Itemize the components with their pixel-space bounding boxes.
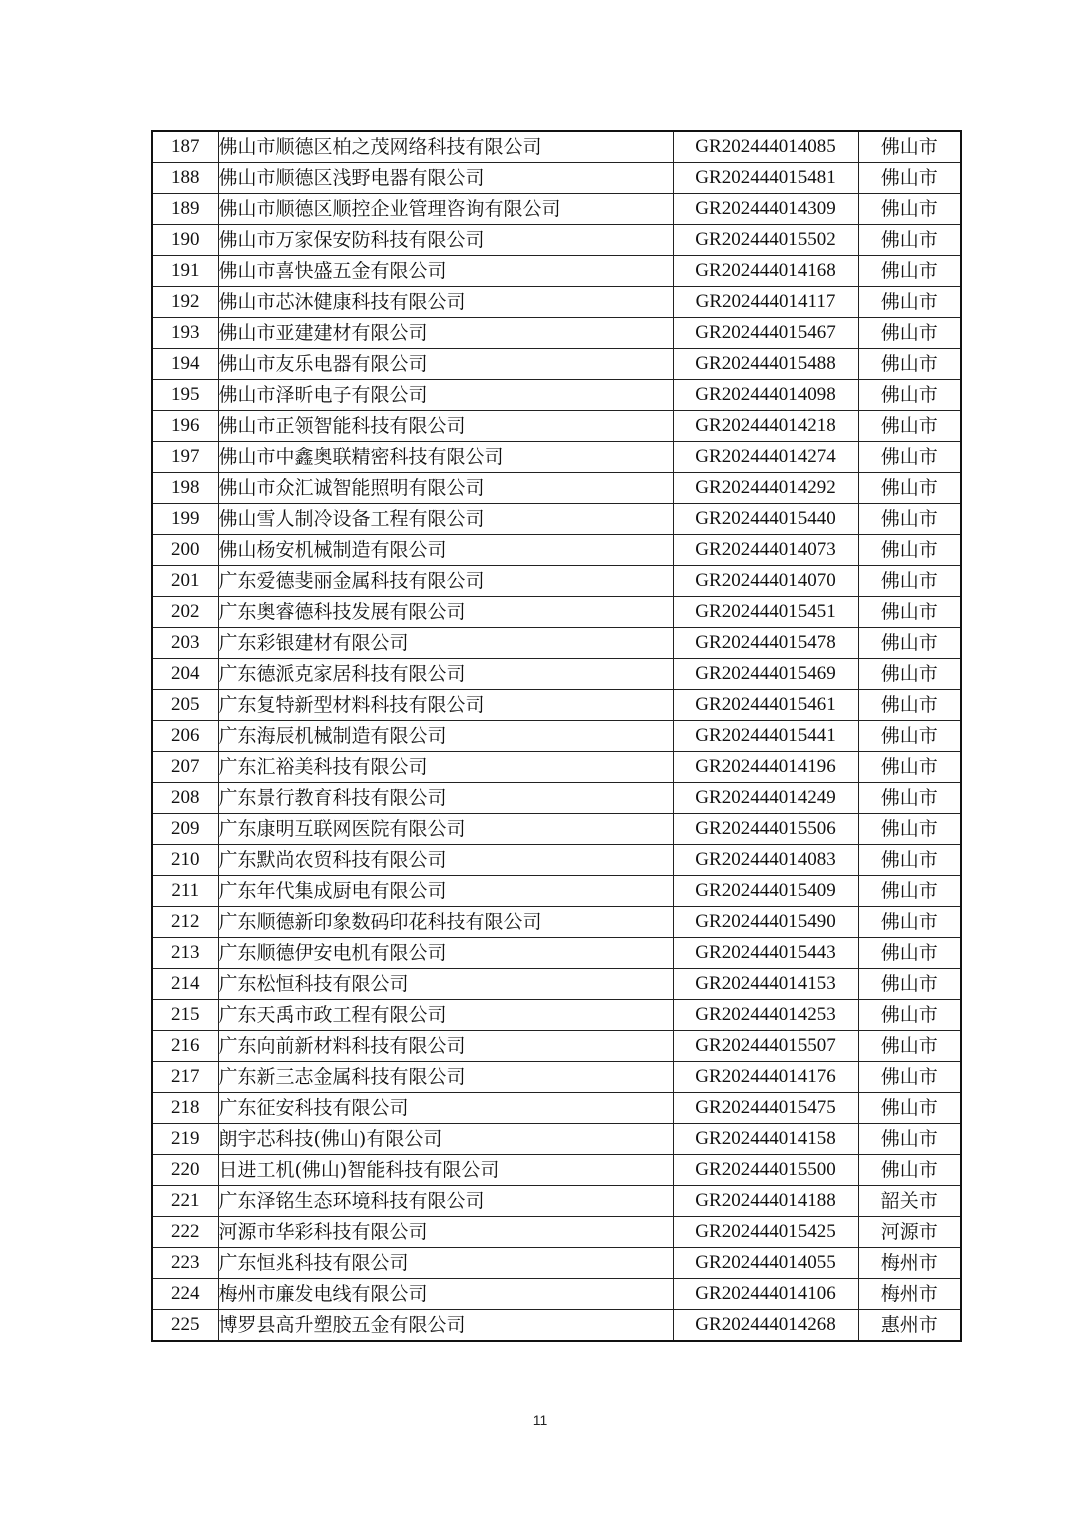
row-number-cell: 207: [152, 752, 218, 783]
table-row: [152, 721, 961, 752]
company-name-cell: 梅州市廉发电线有限公司: [218, 1279, 673, 1310]
certificate-number-cell: GR202444015469: [673, 659, 858, 690]
company-name-cell: 广东康明互联网医院有限公司: [218, 814, 673, 845]
company-name-cell: 佛山市顺德区顺控企业管理咨询有限公司: [218, 194, 673, 225]
city-cell: 佛山市: [858, 814, 961, 845]
company-name-cell: 广东征安科技有限公司: [218, 1093, 673, 1124]
company-name-cell: 佛山市芯沐健康科技有限公司: [218, 287, 673, 318]
row-number-cell: 209: [152, 814, 218, 845]
company-name-cell: 佛山市中鑫奥联精密科技有限公司: [218, 442, 673, 473]
city-cell: 佛山市: [858, 163, 961, 194]
city-cell: 佛山市: [858, 876, 961, 907]
company-name-cell: 广东新三志金属科技有限公司: [218, 1062, 673, 1093]
row-number-cell: 225: [152, 1310, 218, 1342]
row-number-cell: 200: [152, 535, 218, 566]
city-cell: 佛山市: [858, 969, 961, 1000]
certificate-number-cell: GR202444015481: [673, 163, 858, 194]
table-row: [152, 256, 961, 287]
certificate-number-cell: GR202444014292: [673, 473, 858, 504]
company-name-cell: 广东年代集成厨电有限公司: [218, 876, 673, 907]
table-row: [152, 1093, 961, 1124]
row-number-cell: 222: [152, 1217, 218, 1248]
company-name-cell: 广东爱德斐丽金属科技有限公司: [218, 566, 673, 597]
row-number-cell: 190: [152, 225, 218, 256]
company-name-cell: 朗宇芯科技(佛山)有限公司: [218, 1124, 673, 1155]
table-row: [152, 783, 961, 814]
table-row: [152, 845, 961, 876]
certificate-number-cell: GR202444014196: [673, 752, 858, 783]
company-name-cell: 广东顺德伊安电机有限公司: [218, 938, 673, 969]
certificate-number-cell: GR202444014106: [673, 1279, 858, 1310]
row-number-cell: 204: [152, 659, 218, 690]
city-cell: 佛山市: [858, 256, 961, 287]
company-name-cell: 广东天禹市政工程有限公司: [218, 1000, 673, 1031]
certificate-number-cell: GR202444014055: [673, 1248, 858, 1279]
company-name-cell: 广东景行教育科技有限公司: [218, 783, 673, 814]
company-name-cell: 广东海辰机械制造有限公司: [218, 721, 673, 752]
row-number-cell: 208: [152, 783, 218, 814]
city-cell: 佛山市: [858, 473, 961, 504]
row-number-cell: 192: [152, 287, 218, 318]
table-row: [152, 938, 961, 969]
certificate-number-cell: GR202444014070: [673, 566, 858, 597]
row-number-cell: 195: [152, 380, 218, 411]
company-name-cell: 佛山市泽昕电子有限公司: [218, 380, 673, 411]
certificate-number-cell: GR202444014085: [673, 131, 858, 163]
city-cell: 佛山市: [858, 1062, 961, 1093]
city-cell: 佛山市: [858, 1031, 961, 1062]
city-cell: 佛山市: [858, 1124, 961, 1155]
table-row: [152, 225, 961, 256]
company-name-cell: 广东德派克家居科技有限公司: [218, 659, 673, 690]
company-name-cell: 佛山市万家保安防科技有限公司: [218, 225, 673, 256]
certificate-number-cell: GR202444014309: [673, 194, 858, 225]
table-body: [152, 131, 961, 1341]
certificate-number-cell: GR202444015441: [673, 721, 858, 752]
table-row: [152, 535, 961, 566]
certificate-number-cell: GR202444015502: [673, 225, 858, 256]
city-cell: 佛山市: [858, 566, 961, 597]
row-number-cell: 210: [152, 845, 218, 876]
city-cell: 韶关市: [858, 1186, 961, 1217]
certificate-number-cell: GR202444014117: [673, 287, 858, 318]
table-row: [152, 659, 961, 690]
row-number-cell: 191: [152, 256, 218, 287]
table-row: [152, 1248, 961, 1279]
table-row: [152, 194, 961, 225]
table-row: [152, 1062, 961, 1093]
company-name-cell: 日进工机(佛山)智能科技有限公司: [218, 1155, 673, 1186]
city-cell: 佛山市: [858, 1000, 961, 1031]
table-row: [152, 287, 961, 318]
certificate-number-cell: GR202444015451: [673, 597, 858, 628]
table-row: [152, 1310, 961, 1342]
row-number-cell: 189: [152, 194, 218, 225]
row-number-cell: 206: [152, 721, 218, 752]
row-number-cell: 215: [152, 1000, 218, 1031]
company-name-cell: 佛山市亚建建材有限公司: [218, 318, 673, 349]
table-row: [152, 1186, 961, 1217]
certificate-number-cell: GR202444014158: [673, 1124, 858, 1155]
table-row: [152, 473, 961, 504]
row-number-cell: 220: [152, 1155, 218, 1186]
company-name-cell: 广东默尚农贸科技有限公司: [218, 845, 673, 876]
city-cell: 佛山市: [858, 225, 961, 256]
row-number-cell: 223: [152, 1248, 218, 1279]
table-row: [152, 318, 961, 349]
certificate-number-cell: GR202444014188: [673, 1186, 858, 1217]
company-name-cell: 佛山市众汇诚智能照明有限公司: [218, 473, 673, 504]
certificate-number-cell: GR202444014098: [673, 380, 858, 411]
city-cell: 梅州市: [858, 1279, 961, 1310]
city-cell: 佛山市: [858, 628, 961, 659]
certificate-number-cell: GR202444014218: [673, 411, 858, 442]
table-row: [152, 969, 961, 1000]
table-row: [152, 349, 961, 380]
row-number-cell: 213: [152, 938, 218, 969]
row-number-cell: 218: [152, 1093, 218, 1124]
row-number-cell: 201: [152, 566, 218, 597]
city-cell: 佛山市: [858, 690, 961, 721]
row-number-cell: 203: [152, 628, 218, 659]
table-row: [152, 380, 961, 411]
table-row: [152, 504, 961, 535]
company-name-cell: 广东彩银建材有限公司: [218, 628, 673, 659]
table-row: [152, 442, 961, 473]
city-cell: 佛山市: [858, 349, 961, 380]
row-number-cell: 217: [152, 1062, 218, 1093]
certificate-number-cell: GR202444015478: [673, 628, 858, 659]
table-row: [152, 628, 961, 659]
city-cell: 佛山市: [858, 504, 961, 535]
table-row: [152, 1279, 961, 1310]
company-name-cell: 佛山杨安机械制造有限公司: [218, 535, 673, 566]
row-number-cell: 187: [152, 131, 218, 163]
row-number-cell: 194: [152, 349, 218, 380]
city-cell: 佛山市: [858, 287, 961, 318]
company-name-cell: 佛山市喜快盛五金有限公司: [218, 256, 673, 287]
row-number-cell: 219: [152, 1124, 218, 1155]
city-cell: 佛山市: [858, 721, 961, 752]
certificate-number-cell: GR202444015461: [673, 690, 858, 721]
row-number-cell: 193: [152, 318, 218, 349]
company-name-cell: 广东汇裕美科技有限公司: [218, 752, 673, 783]
certificate-number-cell: GR202444015506: [673, 814, 858, 845]
city-cell: 佛山市: [858, 1155, 961, 1186]
certificate-number-cell: GR202444015500: [673, 1155, 858, 1186]
row-number-cell: 196: [152, 411, 218, 442]
company-name-cell: 佛山雪人制冷设备工程有限公司: [218, 504, 673, 535]
certificate-number-cell: GR202444014073: [673, 535, 858, 566]
table-row: [152, 131, 961, 163]
city-cell: 佛山市: [858, 659, 961, 690]
city-cell: 佛山市: [858, 380, 961, 411]
row-number-cell: 205: [152, 690, 218, 721]
row-number-cell: 198: [152, 473, 218, 504]
city-cell: 佛山市: [858, 1093, 961, 1124]
table-row: [152, 1031, 961, 1062]
company-name-cell: 博罗县高升塑胶五金有限公司: [218, 1310, 673, 1342]
table-row: [152, 411, 961, 442]
company-name-cell: 佛山市顺德区柏之茂网络科技有限公司: [218, 131, 673, 163]
company-name-cell: 佛山市正领智能科技有限公司: [218, 411, 673, 442]
certificate-number-cell: GR202444015507: [673, 1031, 858, 1062]
certificate-number-cell: GR202444015488: [673, 349, 858, 380]
city-cell: 佛山市: [858, 845, 961, 876]
table-row: [152, 752, 961, 783]
certificate-number-cell: GR202444014168: [673, 256, 858, 287]
certificate-number-cell: GR202444015425: [673, 1217, 858, 1248]
row-number-cell: 221: [152, 1186, 218, 1217]
table-row: [152, 566, 961, 597]
table-row: [152, 1124, 961, 1155]
company-name-cell: 广东松恒科技有限公司: [218, 969, 673, 1000]
row-number-cell: 214: [152, 969, 218, 1000]
enterprise-table: [151, 130, 962, 1342]
certificate-number-cell: GR202444014249: [673, 783, 858, 814]
company-name-cell: 广东泽铭生态环境科技有限公司: [218, 1186, 673, 1217]
certificate-number-cell: GR202444014253: [673, 1000, 858, 1031]
city-cell: 惠州市: [858, 1310, 961, 1342]
table-row: [152, 690, 961, 721]
row-number-cell: 197: [152, 442, 218, 473]
certificate-number-cell: GR202444014176: [673, 1062, 858, 1093]
row-number-cell: 199: [152, 504, 218, 535]
city-cell: 佛山市: [858, 194, 961, 225]
company-name-cell: 广东奥睿德科技发展有限公司: [218, 597, 673, 628]
table-row: [152, 876, 961, 907]
company-name-cell: 广东顺德新印象数码印花科技有限公司: [218, 907, 673, 938]
row-number-cell: 211: [152, 876, 218, 907]
table-row: [152, 1155, 961, 1186]
row-number-cell: 212: [152, 907, 218, 938]
table-row: [152, 597, 961, 628]
city-cell: 佛山市: [858, 907, 961, 938]
certificate-number-cell: GR202444015409: [673, 876, 858, 907]
certificate-number-cell: GR202444014153: [673, 969, 858, 1000]
city-cell: 佛山市: [858, 783, 961, 814]
company-name-cell: 佛山市顺德区浅野电器有限公司: [218, 163, 673, 194]
company-name-cell: 广东复特新型材料科技有限公司: [218, 690, 673, 721]
city-cell: 佛山市: [858, 597, 961, 628]
table-row: [152, 163, 961, 194]
city-cell: 佛山市: [858, 752, 961, 783]
city-cell: 佛山市: [858, 318, 961, 349]
city-cell: 佛山市: [858, 131, 961, 163]
city-cell: 佛山市: [858, 535, 961, 566]
city-cell: 佛山市: [858, 442, 961, 473]
row-number-cell: 188: [152, 163, 218, 194]
company-name-cell: 佛山市友乐电器有限公司: [218, 349, 673, 380]
row-number-cell: 216: [152, 1031, 218, 1062]
table-row: [152, 907, 961, 938]
row-number-cell: 224: [152, 1279, 218, 1310]
city-cell: 佛山市: [858, 411, 961, 442]
table-row: [152, 814, 961, 845]
row-number-cell: 202: [152, 597, 218, 628]
city-cell: 梅州市: [858, 1248, 961, 1279]
certificate-number-cell: GR202444015490: [673, 907, 858, 938]
certificate-number-cell: GR202444015475: [673, 1093, 858, 1124]
company-name-cell: 广东向前新材料科技有限公司: [218, 1031, 673, 1062]
city-cell: 河源市: [858, 1217, 961, 1248]
table-row: [152, 1217, 961, 1248]
certificate-number-cell: GR202444014274: [673, 442, 858, 473]
table-row: [152, 1000, 961, 1031]
certificate-number-cell: GR202444015467: [673, 318, 858, 349]
company-name-cell: 广东恒兆科技有限公司: [218, 1248, 673, 1279]
certificate-number-cell: GR202444014083: [673, 845, 858, 876]
certificate-number-cell: GR202444014268: [673, 1310, 858, 1342]
certificate-number-cell: GR202444015440: [673, 504, 858, 535]
company-name-cell: 河源市华彩科技有限公司: [218, 1217, 673, 1248]
page-number: 11: [532, 1412, 548, 1428]
certificate-number-cell: GR202444015443: [673, 938, 858, 969]
city-cell: 佛山市: [858, 938, 961, 969]
